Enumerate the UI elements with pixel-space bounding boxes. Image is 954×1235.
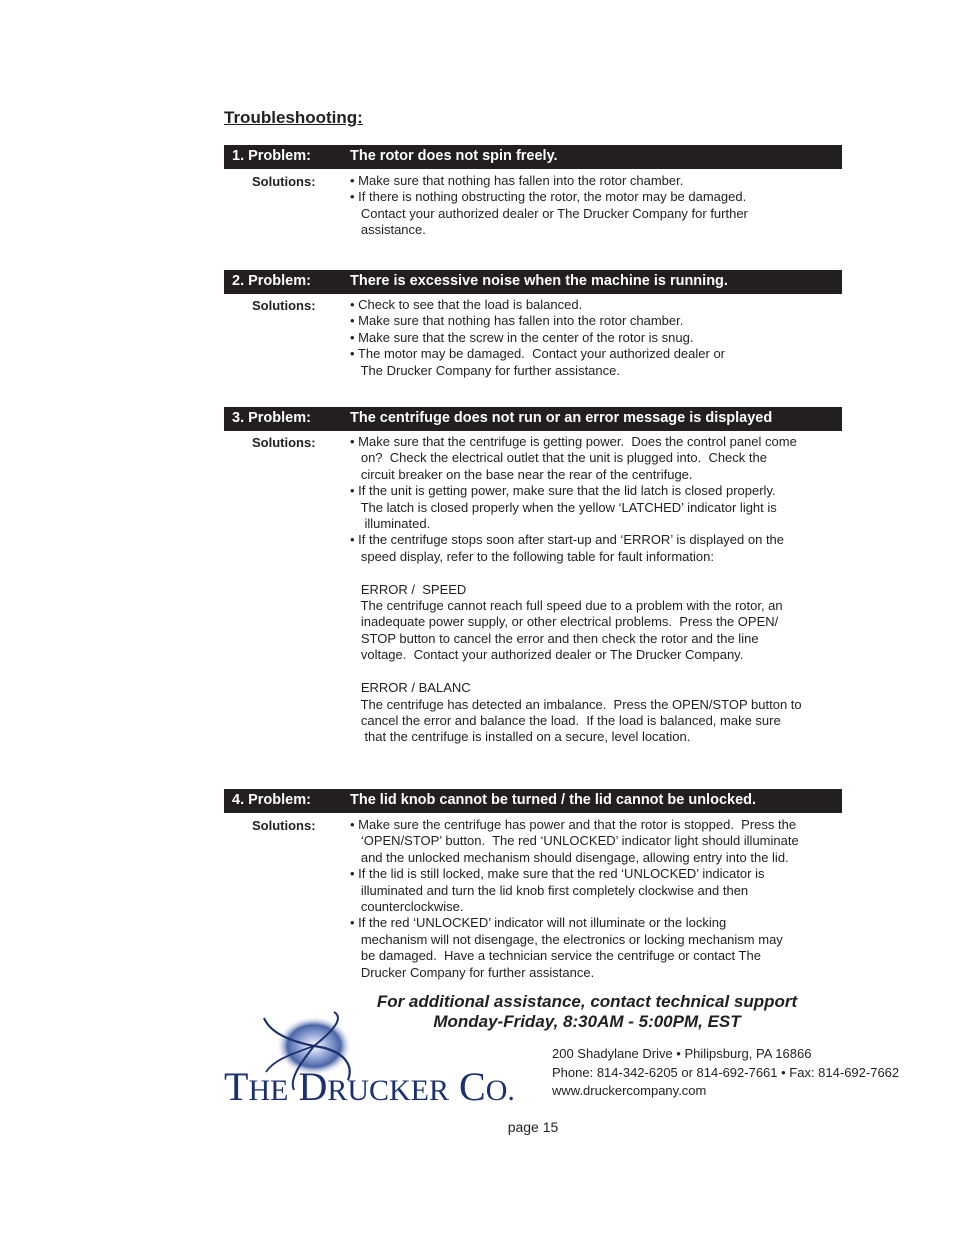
solution-line: • Make sure the centrifuge has power and that the rotor is stopped. Press the (350, 817, 797, 832)
problem-number: 4. Problem: (232, 792, 311, 808)
solutions-label: Solutions: (252, 298, 316, 313)
solution-line: • If the red ‘UNLOCKED’ indicator will not illuminate or the locking (350, 915, 727, 931)
solution-line: that the centrifuge is installed on a secure, level location. (350, 729, 691, 745)
solution-line: The centrifuge cannot reach full speed due to a problem with the rotor, an (350, 598, 783, 614)
page-title: Troubleshooting: (224, 108, 363, 127)
solution-line: Contact your authorized dealer or The Drucker Company for further (350, 205, 748, 221)
solution-line: be damaged. Have a technician service the centrifuge or contact The (350, 948, 761, 964)
page-number: page 15 (507, 1119, 559, 1135)
solution-line: • If there is nothing obstructing the rotor, the motor may be damaged. (350, 189, 747, 205)
solution-line: • If the unit is getting power, make sure that the lid latch is closed properly. (350, 483, 776, 499)
solutions-label: Solutions: (252, 818, 316, 833)
problem-number: 1. Problem: (232, 148, 311, 164)
solutions-text-1 (350, 173, 842, 239)
solutions-text-4 (350, 817, 842, 981)
solution-line: • Make sure that nothing has fallen into the rotor chamber. (350, 173, 684, 188)
solution-line: ERROR / BALANC (350, 680, 471, 696)
solution-line: • Make sure that the screw in the center of the rotor is snug. (350, 329, 694, 345)
problem-text: The rotor does not spin freely. (350, 148, 558, 164)
solution-line: counterclockwise. (350, 899, 464, 915)
solution-line (350, 664, 842, 680)
solutions-label: Solutions: (252, 174, 316, 189)
phone-line: Phone: 814-342-6205 or 814-692-7661 • Fax: 814-692-7662 (552, 1064, 900, 1080)
company-name: THE DRUCKER CO. (224, 1064, 515, 1109)
solutions-text-3 (350, 434, 842, 746)
solution-line: voltage. Contact your authorized dealer or The Drucker Company. (350, 647, 744, 663)
solution-line: • Check to see that the load is balanced. (350, 297, 583, 312)
problem-bar-2 (224, 270, 842, 294)
problem-text: The centrifuge does not run or an error message is displayed (350, 410, 773, 426)
solution-line: The Drucker Company for further assistance. (350, 362, 620, 378)
problem-bar-3 (224, 407, 842, 431)
solution-line: • If the lid is still locked, make sure that the red ‘UNLOCKED’ indicator is (350, 866, 765, 882)
solution-line: illuminated. (350, 516, 431, 532)
solution-line: circuit breaker on the base near the rear of the centrifuge. (350, 466, 693, 482)
solution-line: STOP button to cancel the error and then check the rotor and the line (350, 630, 759, 646)
solution-line: • Make sure that the centrifuge is getting power. Does the control panel come (350, 434, 797, 449)
problem-number: 2. Problem: (232, 273, 311, 289)
solution-line: on? Check the electrical outlet that the unit is plugged into. Check the (350, 450, 767, 466)
problem-text: There is excessive noise when the machine is running. (350, 273, 728, 289)
problem-bar-1 (224, 145, 842, 169)
solution-line: The latch is closed properly when the yellow ‘LATCHED’ indicator light is (350, 499, 777, 515)
solution-line: The centrifuge has detected an imbalance. Press the OPEN/STOP button to (350, 696, 802, 712)
solution-line: speed display, refer to the following table for fault information: (350, 548, 714, 564)
solutions-text-2 (350, 297, 842, 379)
solution-line: inadequate power supply, or other electrical problems. Press the OPEN/ (350, 614, 779, 630)
solution-line: illuminated and turn the lid knob first completely clockwise and then (350, 882, 749, 898)
problem-bar-4 (224, 789, 842, 813)
company-logo (224, 1010, 519, 1109)
solution-line: and the unlocked mechanism should disengage, allowing entry into the lid. (350, 849, 789, 865)
solution-line: mechanism will not disengage, the electronics or locking mechanism may (350, 931, 783, 947)
company-address (552, 1045, 899, 1101)
solution-line (350, 565, 842, 581)
solution-line: ERROR / SPEED (350, 581, 467, 597)
solution-line: • The motor may be damaged. Contact your authorized dealer or (350, 346, 726, 362)
support-line-2: Monday-Friday, 8:30AM - 5:00PM, EST (433, 1012, 741, 1031)
solution-line: ‘OPEN/STOP’ button. The red ‘UNLOCKED’ indicator light should illuminate (350, 833, 799, 849)
solution-line: • If the centrifuge stops soon after start-up and ‘ERROR’ is displayed on the (350, 532, 785, 548)
solution-line: Drucker Company for further assistance. (350, 964, 595, 980)
solution-line: cancel the error and balance the load. If the load is balanced, make sure (350, 712, 781, 728)
solution-line: assistance. (350, 222, 426, 238)
address-line: 200 Shadylane Drive • Philipsburg, PA 16866 (552, 1046, 812, 1061)
website-link[interactable]: www.druckercompany.com (552, 1083, 707, 1098)
problem-text: The lid knob cannot be turned / the lid cannot be unlocked. (350, 792, 757, 808)
problem-number: 3. Problem: (232, 410, 311, 426)
support-line-1: For additional assistance, contact technical support (376, 992, 798, 1011)
solutions-label: Solutions: (252, 435, 316, 450)
solution-line: • Make sure that nothing has fallen into the rotor chamber. (350, 313, 684, 329)
